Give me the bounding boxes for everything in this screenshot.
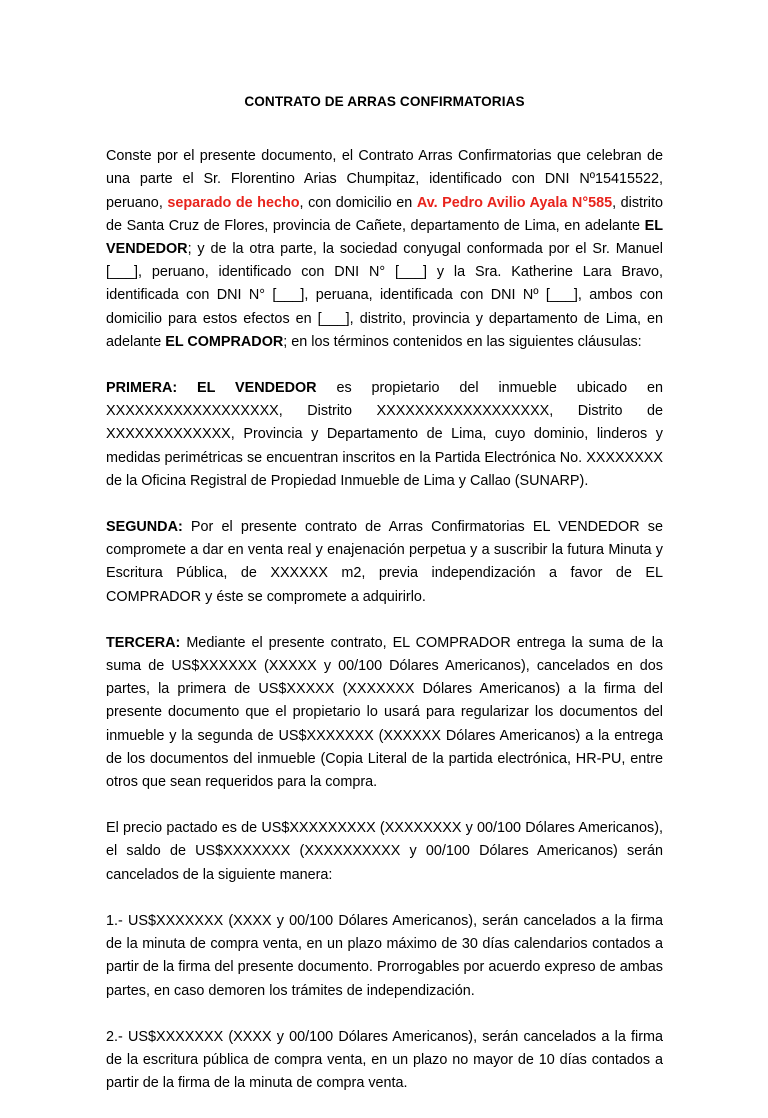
comprador-term: EL COMPRADOR (165, 333, 284, 350)
intro-paragraph (106, 145, 663, 354)
clause-primera-label: PRIMERA: EL VENDEDOR (106, 380, 317, 397)
document-title: CONTRATO DE ARRAS CONFIRMATORIAS (244, 94, 525, 109)
payment-item-2: 2.- US$XXXXXXX (XXXX y 00/100 Dólares Americanos), serán cancelados a la firma de la escritura pública de compra venta, en un plazo no mayor de 10 días contados a partir de la firma de la minuta de compra venta. (106, 1028, 663, 1092)
highlight-separado: separado de hecho (167, 194, 300, 211)
clause-tercera (106, 632, 663, 794)
clause-primera-text: es propietario del inmueble ubicado en XXXXXXXXXXXXXXXXXX, Distrito XXXXXXXXXXXXXXXXXX, Distrito de XXXXXXXXXXXXX, Provincia y Departamento de Lima, cuyo dominio, linderos y medidas perimétricas se encuentran inscritos en la Partida Electrónica No. XXXXXXXX de la Oficina Registral de Propiedad Inmueble de Lima y Callao (SUNARP). (106, 380, 663, 489)
clause-tercera-label: TERCERA: (106, 634, 181, 651)
vendedor-term: EL VENDEDOR (106, 217, 663, 258)
intro-text-3: , distrito de Santa Cruz de Flores, provincia de Cañete, departamento de Lima, en adelante (106, 194, 663, 234)
intro-text-2: , con domicilio en (299, 194, 417, 211)
intro-text-4: ; y de la otra parte, la sociedad conyugal conformada por el Sr. Manuel [___], peruano, identificado con DNI N° [___] y la Sra. Katherine Lara Bravo, identificada con DNI N° [___], peruana, identificada con DNI Nº [___], ambos con domicilio para estos efectos en [___], distrito, provincia y departamento de Lima, en adelante (106, 241, 663, 350)
intro-text-5: ; en los términos contenidos en las siguientes cláusulas: (283, 333, 642, 350)
document-page (106, 90, 663, 1118)
price-paragraph: El precio pactado es de US$XXXXXXXXX (XXXXXXXX y 00/100 Dólares Americanos), el saldo de US$XXXXXXX (XXXXXXXXXX y 00/100 Dólares Americanos) serán cancelados de la siguiente manera: (106, 820, 663, 883)
clause-primera (106, 377, 663, 493)
clause-tercera-text: Mediante el presente contrato, EL COMPRADOR entrega la suma de la suma de US$XXXXXX (XXXXX y 00/100 Dólares Americanos), cancelados en dos partes, la primera de US$XXXXX (XXXXXXX Dólares Americanos) a la firma del presente documento que el propietario lo usará para regularizar los documentos del inmueble y la segunda de US$XXXXXXX (XXXXXX Dólares Americanos) a la entrega de los documentos del inmueble (Copia Literal de la partida electrónica, HR-PU, entre otros que sean requeridos para la compra. (106, 634, 663, 791)
highlight-address: Av. Pedro Avilio Ayala N°585 (416, 194, 613, 211)
clause-segunda-label: SEGUNDA: (106, 519, 183, 536)
intro-text-1: Conste por el presente documento, el Contrato Arras Confirmatorias que celebran de una parte el Sr. Florentino Arias Chumpitaz, identificado con DNI Nº15415522, peruano, (106, 148, 663, 211)
clause-segunda (106, 516, 663, 609)
payment-item-1: 1.- US$XXXXXXX (XXXX y 00/100 Dólares Americanos), serán cancelados a la firma de la minuta de compra venta, en un plazo máximo de 30 días calendarios contados a partir de la firma del presente documento. Prorrogables por acuerdo expreso de ambas partes, en caso demoren los trámites de independización. (106, 912, 663, 999)
clause-segunda-text: Por el presente contrato de Arras Confirmatorias EL VENDEDOR se compromete a dar en venta real y enajenación perpetua y a suscribir la futura Minuta y Escritura Pública, de XXXXXX m2, previa independización a favor de EL COMPRADOR y éste se compromete a adquirirlo. (106, 519, 663, 605)
